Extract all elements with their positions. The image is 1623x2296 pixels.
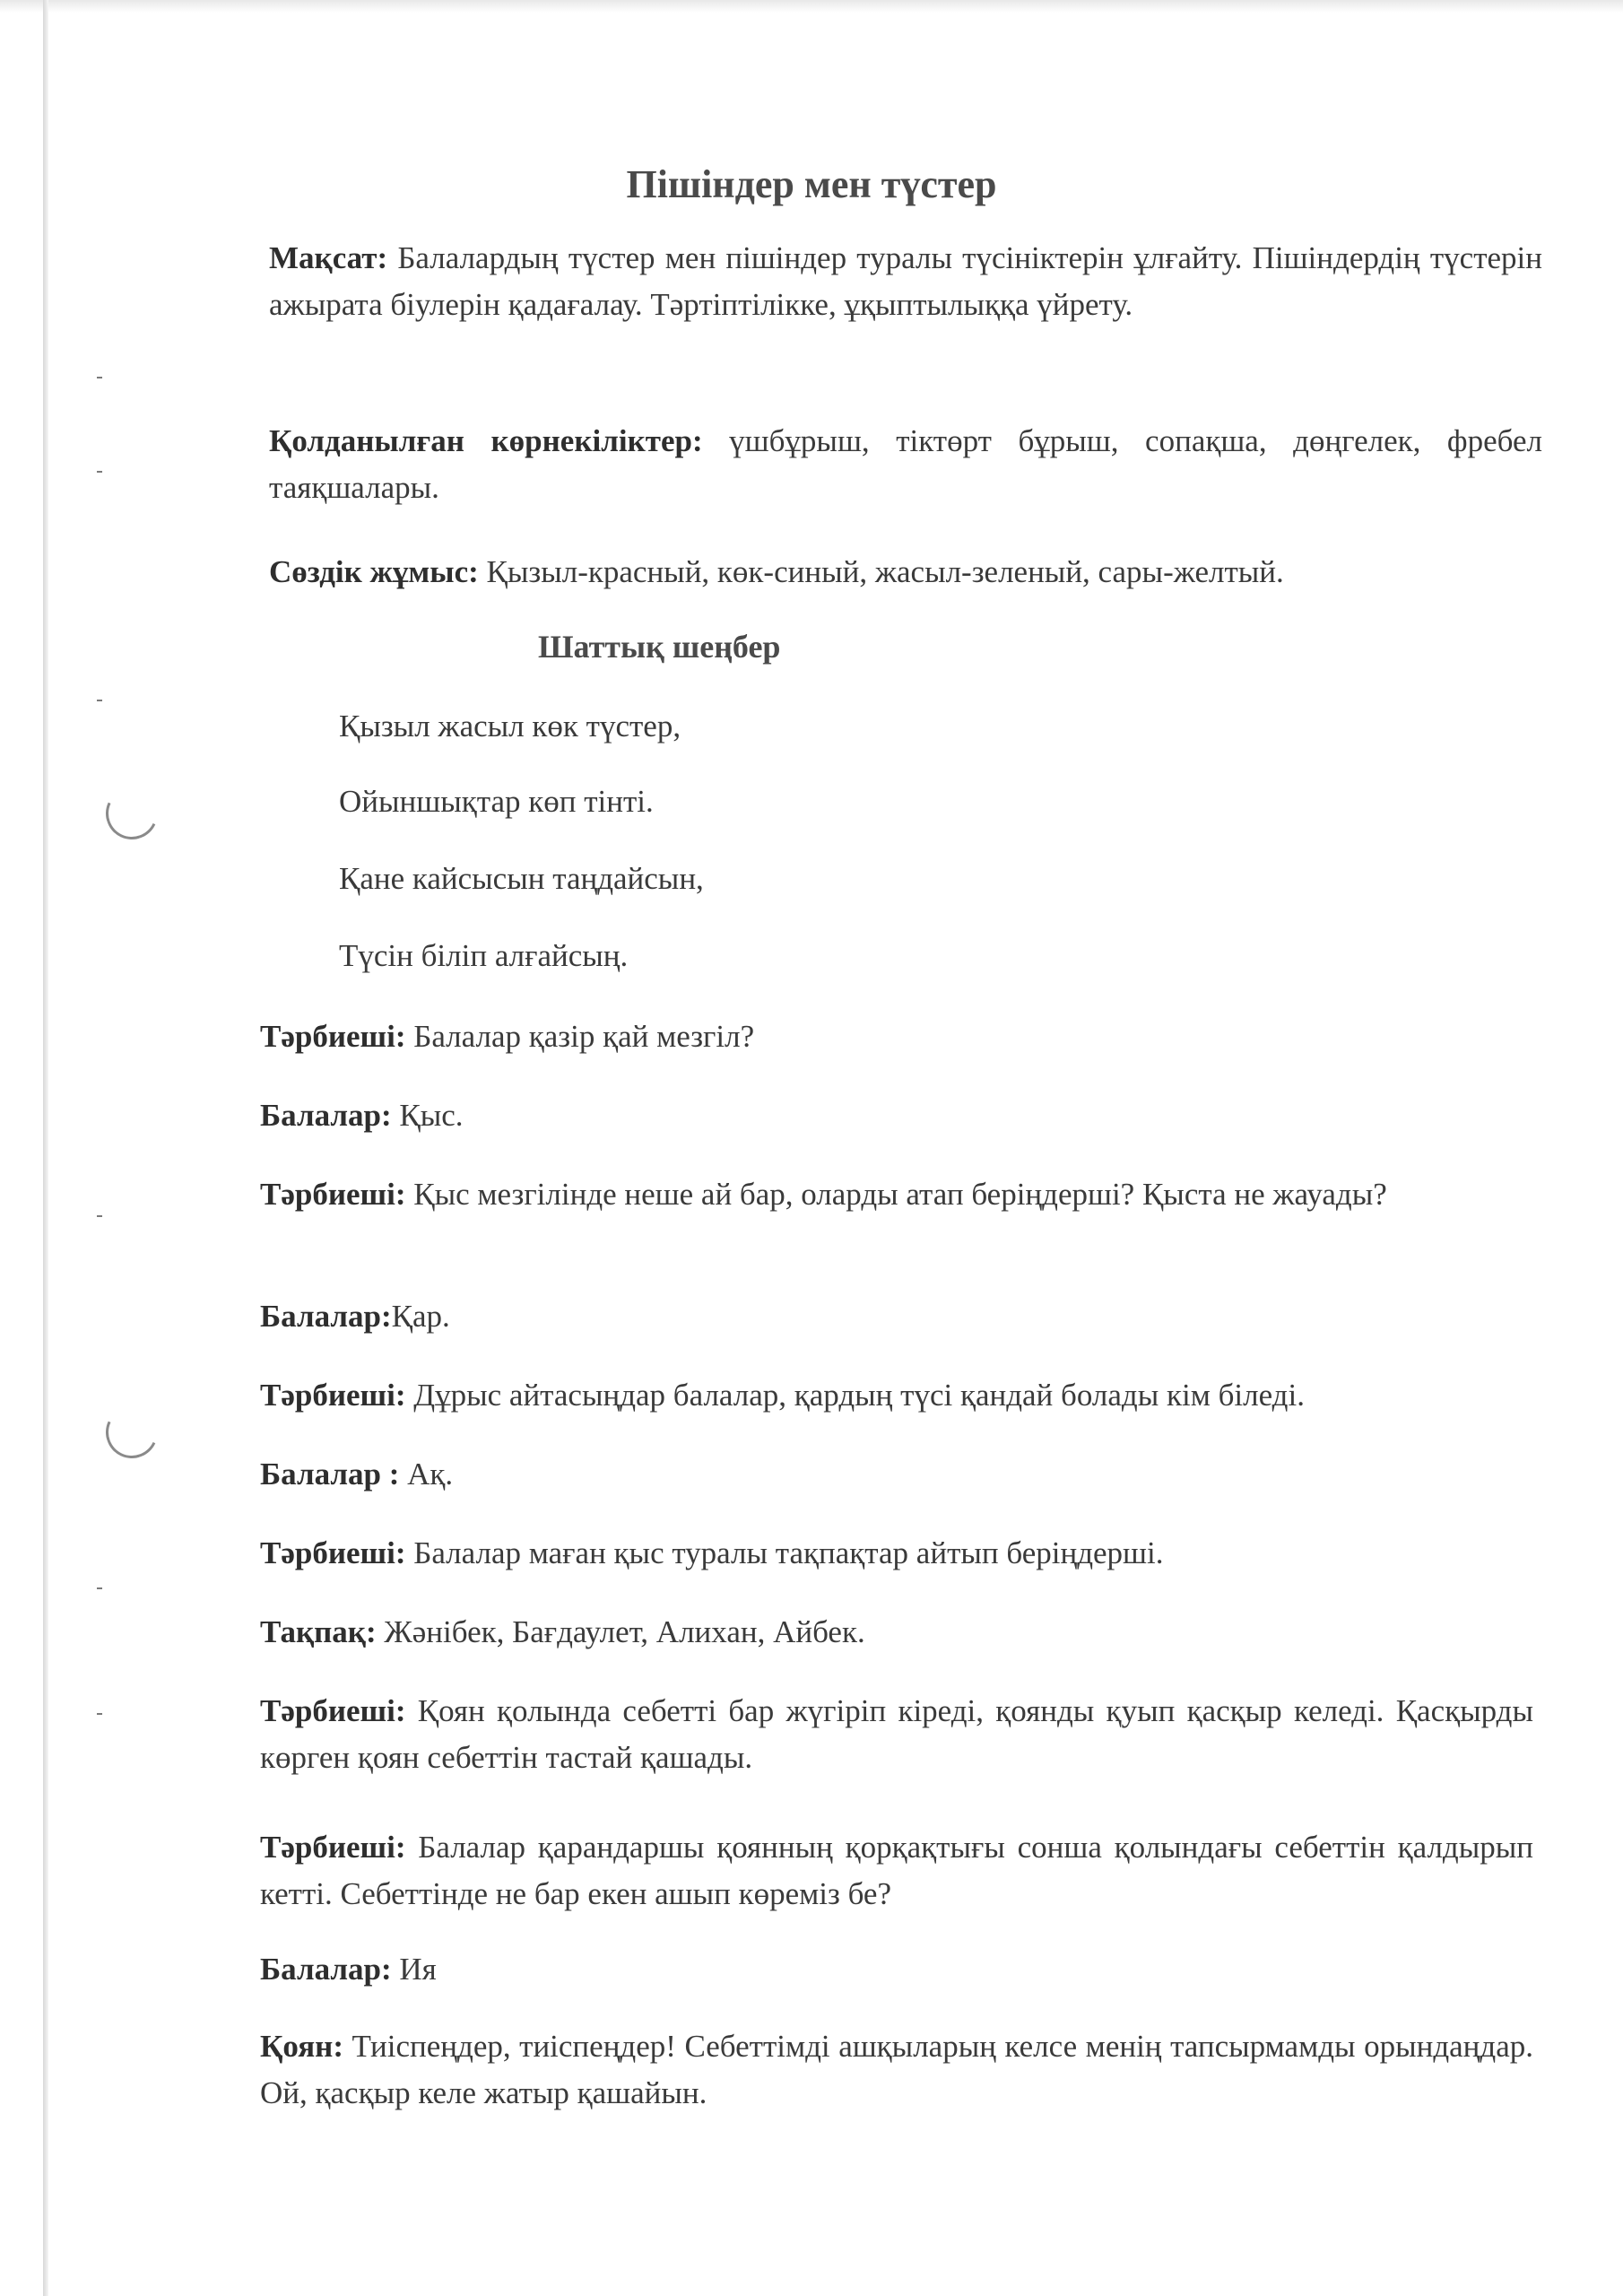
speech-text: Қыс.	[391, 1098, 464, 1133]
margin-mark	[97, 1713, 102, 1715]
speaker-label: Балалар:	[260, 1299, 392, 1334]
dialogue-line	[260, 1530, 1533, 1577]
dialogue-line	[260, 1688, 1533, 1781]
goal-label: Мақсат:	[269, 240, 388, 275]
speaker-label: Қоян:	[260, 2029, 343, 2064]
margin-mark	[97, 377, 102, 378]
dialogue-line	[260, 1171, 1533, 1218]
speech-text: Қыс мезгілінде неше ай бар, оларды атап беріңдерші? Қыста не жауады?	[405, 1177, 1387, 1212]
speech-text: Дұрыс айтасыңдар балалар, қардың түсі қандай болады кім біледі.	[405, 1378, 1305, 1413]
speaker-label: Тәрбиеші:	[260, 1830, 406, 1865]
dialogue-line	[260, 1946, 1533, 1993]
dialogue-line	[260, 1609, 1533, 1656]
vocab-text: Қызыл-красный, көк-синый, жасыл-зеленый, сары-желтый.	[478, 554, 1284, 589]
scan-top-edge	[0, 0, 1623, 13]
verse-line: Ойыншықтар көп тінті.	[339, 784, 654, 819]
speaker-label: Тәрбиеші:	[260, 1378, 406, 1413]
speech-text: Ақ.	[399, 1457, 454, 1492]
dialogue-line	[260, 1451, 1533, 1498]
margin-mark	[97, 1215, 102, 1217]
speech-text: Қар.	[391, 1299, 450, 1334]
verse-line: Қызыл жасыл көк түстер,	[339, 709, 681, 744]
speech-text: Тиіспеңдер, тиіспеңдер! Себеттімді ашқыларың келсе менің тапсырмамды орындаңдар. Ой, қасқыр келе жатыр қашайын.	[260, 2029, 1533, 2110]
speaker-label: Тәрбиеші:	[260, 1177, 406, 1212]
scan-left-edge	[43, 0, 48, 2296]
margin-mark	[97, 700, 102, 701]
margin-mark	[97, 471, 102, 473]
speech-text: Ия	[391, 1952, 437, 1987]
speech-text: Жәнібек, Бағдаулет, Алихан, Айбек.	[376, 1614, 865, 1649]
speaker-label: Балалар:	[260, 1098, 392, 1133]
dialogue-line	[260, 1824, 1533, 1918]
visuals-text: үшбұрыш, тіктөрт бұрыш, сопақша, дөңгелек, фребел таяқшалары.	[269, 423, 1542, 505]
margin-mark	[97, 1587, 102, 1589]
document-title: Пішіндер мен түстер	[626, 162, 997, 206]
speech-text: Балалар қазір қай мезгіл?	[405, 1019, 755, 1054]
dialogue-line	[260, 1092, 1533, 1139]
goal-text: Балалардың түстер мен пішіндер туралы түсініктерін ұлғайту. Пішіндердің түстерін ажырата біулерін қадағалау. Тәртіптілікке, ұқыптылыққа үйрету.	[269, 240, 1542, 322]
verse-line: Түсін біліп алғайсың.	[339, 938, 629, 973]
punch-hole-mark	[99, 1399, 165, 1465]
speaker-label: Тәрбиеші:	[260, 1535, 406, 1570]
visuals-paragraph	[269, 418, 1542, 511]
visuals-label: Қолданылған көрнекіліктер:	[269, 423, 703, 458]
speech-text: Қоян қолында себетті бар жүгіріп кіреді, қоянды қуып қасқыр келеді. Қасқырды көрген қоян себеттін тастай қашады.	[260, 1693, 1533, 1775]
goal-paragraph	[269, 235, 1542, 328]
speaker-label: Балалар :	[260, 1457, 400, 1492]
dialogue-line	[260, 1013, 1533, 1060]
speech-text: Балалар маған қыс туралы тақпақтар айтып беріңдерші.	[405, 1535, 1164, 1570]
dialogue-line	[260, 2023, 1533, 2117]
dialogue-line	[260, 1372, 1533, 1419]
vocab-label: Сөздік жұмыс:	[269, 554, 479, 589]
verse-line: Қане кайсысын таңдайсын,	[339, 861, 704, 896]
speaker-label: Тәрбиеші:	[260, 1019, 406, 1054]
speaker-label: Балалар:	[260, 1952, 392, 1987]
speech-text: Балалар қарандаршы қоянның қорқақтығы сонша қолындағы себеттін қалдырып кетті. Себеттінде не бар екен ашып көреміз бе?	[260, 1830, 1533, 1911]
speaker-label: Тәрбиеші:	[260, 1693, 406, 1728]
speaker-label: Тақпақ:	[260, 1614, 377, 1649]
punch-hole-mark	[99, 780, 165, 847]
vocab-paragraph	[269, 549, 1542, 596]
dialogue-line	[260, 1293, 1533, 1340]
circle-title: Шаттық шеңбер	[538, 629, 781, 665]
